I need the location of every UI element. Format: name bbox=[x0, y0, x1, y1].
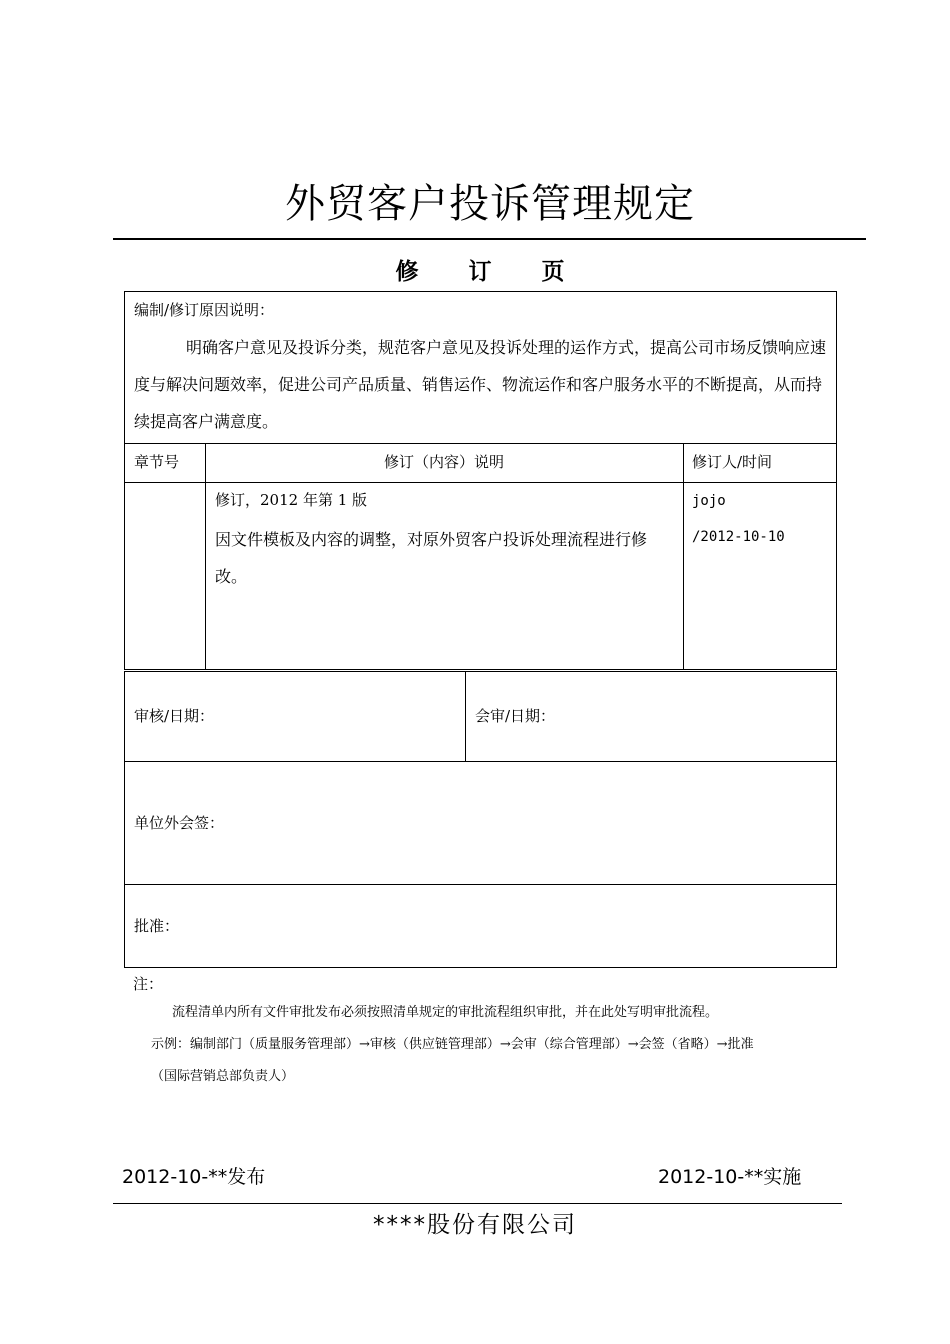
note-line1: 流程清单内所有文件审批发布必须按照清单规定的审批流程组织审批，并在此处写明审批流程。 bbox=[172, 1005, 719, 1020]
col-divider bbox=[205, 444, 206, 669]
header-chapter: 章节号 bbox=[134, 453, 180, 471]
header-author-time: 修订人/时间 bbox=[692, 453, 773, 471]
revision-description-line2: 因文件模板及内容的调整，对原外贸客户投诉处理流程进行修改。 bbox=[215, 530, 648, 586]
approval-row-divider bbox=[125, 761, 836, 762]
approval-row-divider bbox=[125, 884, 836, 885]
company-name: ****股份有限公司 bbox=[373, 1212, 577, 1238]
title-divider bbox=[113, 238, 866, 240]
header-divider bbox=[125, 482, 836, 483]
approval-col-divider bbox=[465, 672, 466, 761]
revision-page-title: 修 订 页 bbox=[395, 259, 565, 285]
review-label: 审核/日期： bbox=[134, 707, 215, 725]
footer-divider bbox=[113, 1203, 842, 1204]
reason-label: 编制/修订原因说明： bbox=[134, 301, 275, 319]
effective-date: 2012-10-**实施 bbox=[658, 1166, 802, 1188]
external-sign-label: 单位外会签： bbox=[134, 814, 225, 832]
note-label: 注： bbox=[133, 975, 164, 993]
header-description: 修订（内容）说明 bbox=[383, 453, 504, 471]
revision-author: jojo bbox=[692, 493, 726, 509]
revision-description-line1: 修订，2012 年第 1 版 bbox=[215, 491, 368, 509]
reason-body: 明确客户意见及投诉分类，规范客户意见及投诉处理的运作方式，提高公司市场反馈响应速度与解决问题效率，促进公司产品质量、销售运作、物流运作和客户服务水平的不断提高，从而持续提高客户满意度。 bbox=[134, 338, 827, 431]
revision-date: /2012-10-10 bbox=[692, 529, 785, 545]
note-line2: 示例：编制部门（质量服务管理部）→审核（供应链管理部）→会审（综合管理部）→会签（省略）→批准 bbox=[151, 1037, 754, 1052]
document-title: 外贸客户投诉管理规定 bbox=[285, 181, 695, 227]
publish-date: 2012-10-**发布 bbox=[122, 1166, 266, 1188]
col-divider bbox=[683, 444, 684, 669]
note-line3: （国际营销总部负责人） bbox=[151, 1069, 295, 1084]
reason-text bbox=[134, 329, 830, 440]
approve-label: 批准： bbox=[134, 917, 180, 935]
joint-review-label: 会审/日期： bbox=[475, 707, 556, 725]
